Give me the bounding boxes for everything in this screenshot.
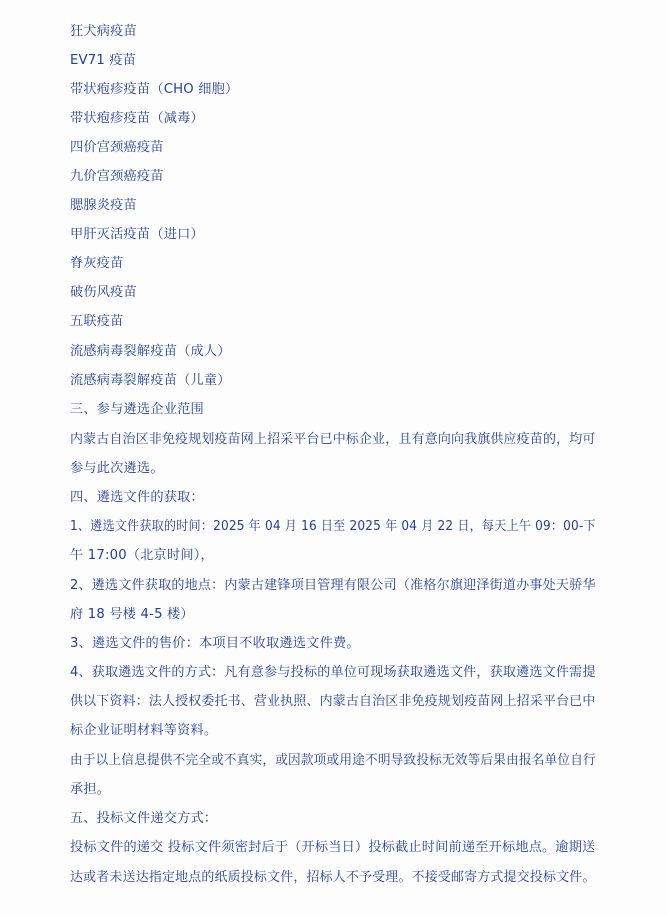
section4-item1-line: 午 17:00（北京时间）， (70, 548, 214, 563)
section4-item4-line: 供以下资料：法人授权委托书、营业执照、内蒙古自治区非免疫规划疫苗网上招采平台已中 (70, 694, 596, 709)
vaccine-item: 九价宫颈癌疫苗 (70, 169, 164, 184)
vaccine-item: 脊灰疫苗 (70, 256, 124, 271)
vaccine-item: EV71 疫苗 (70, 53, 137, 68)
vaccine-item: 带状疱疹疫苗（减毒） (70, 111, 204, 126)
section5-heading: 五、投标文件递交方式： (70, 811, 218, 826)
section4-note-line: 承担。 (70, 782, 111, 797)
vaccine-item: 甲肝灭活疫苗（进口） (70, 227, 204, 242)
section5-paragraph-line: 达或者未送达指定地点的纸质投标文件，招标人不予受理。不接受邮寄方式提交投标文件。 (70, 870, 596, 885)
section3-paragraph-line: 参与此次遴选。 (70, 461, 164, 476)
section4-item3: 3、遴选文件的售价：本项目不收取遴选文件费。 (70, 636, 360, 651)
section4-item1-line: 1、遴选文件获取的时间：2025 年 04 月 16 日至 2025 年 04 月 22 日，每天上午 09：00-下 (70, 519, 596, 534)
vaccine-item: 流感病毒裂解疫苗（儿童） (70, 373, 231, 388)
section4-item4-line: 标企业证明材料等资料。 (70, 723, 218, 738)
vaccine-item: 流感病毒裂解疫苗（成人） (70, 344, 231, 359)
vaccine-item: 狂犬病疫苗 (70, 24, 137, 39)
section4-heading: 四、遴选文件的获取： (70, 490, 204, 505)
section4-item2-line: 府 18 号楼 4-5 楼） (70, 607, 194, 622)
vaccine-item: 带状疱疹疫苗（CHO 细胞） (70, 82, 239, 97)
vaccine-item: 破伤风疫苗 (70, 285, 137, 300)
vaccine-item: 四价宫颈癌疫苗 (70, 140, 164, 155)
section3-heading: 三、参与遴选企业范围 (70, 402, 204, 417)
section3-paragraph-line: 内蒙古自治区非免疫规划疫苗网上招采平台已中标企业，且有意向向我旗供应疫苗的，均可 (70, 432, 596, 447)
section4-item4-line: 4、获取遴选文件的方式：凡有意参与投标的单位可现场获取遴选文件，获取遴选文件需提 (70, 665, 596, 680)
section4-item2-line: 2、遴选文件获取的地点：内蒙古建锋项目管理有限公司（准格尔旗迎泽街道办事处天骄华 (70, 578, 596, 593)
vaccine-item: 腮腺炎疫苗 (70, 198, 137, 213)
section4-note-line: 由于以上信息提供不完全或不真实，或因款项或用途不明导致投标无效等后果由报名单位自行 (70, 753, 596, 768)
vaccine-item: 五联疫苗 (70, 314, 124, 329)
section5-paragraph-line: 投标文件的递交 投标文件须密封后于（开标当日）投标截止时间前递至开标地点。逾期送 (70, 840, 596, 855)
